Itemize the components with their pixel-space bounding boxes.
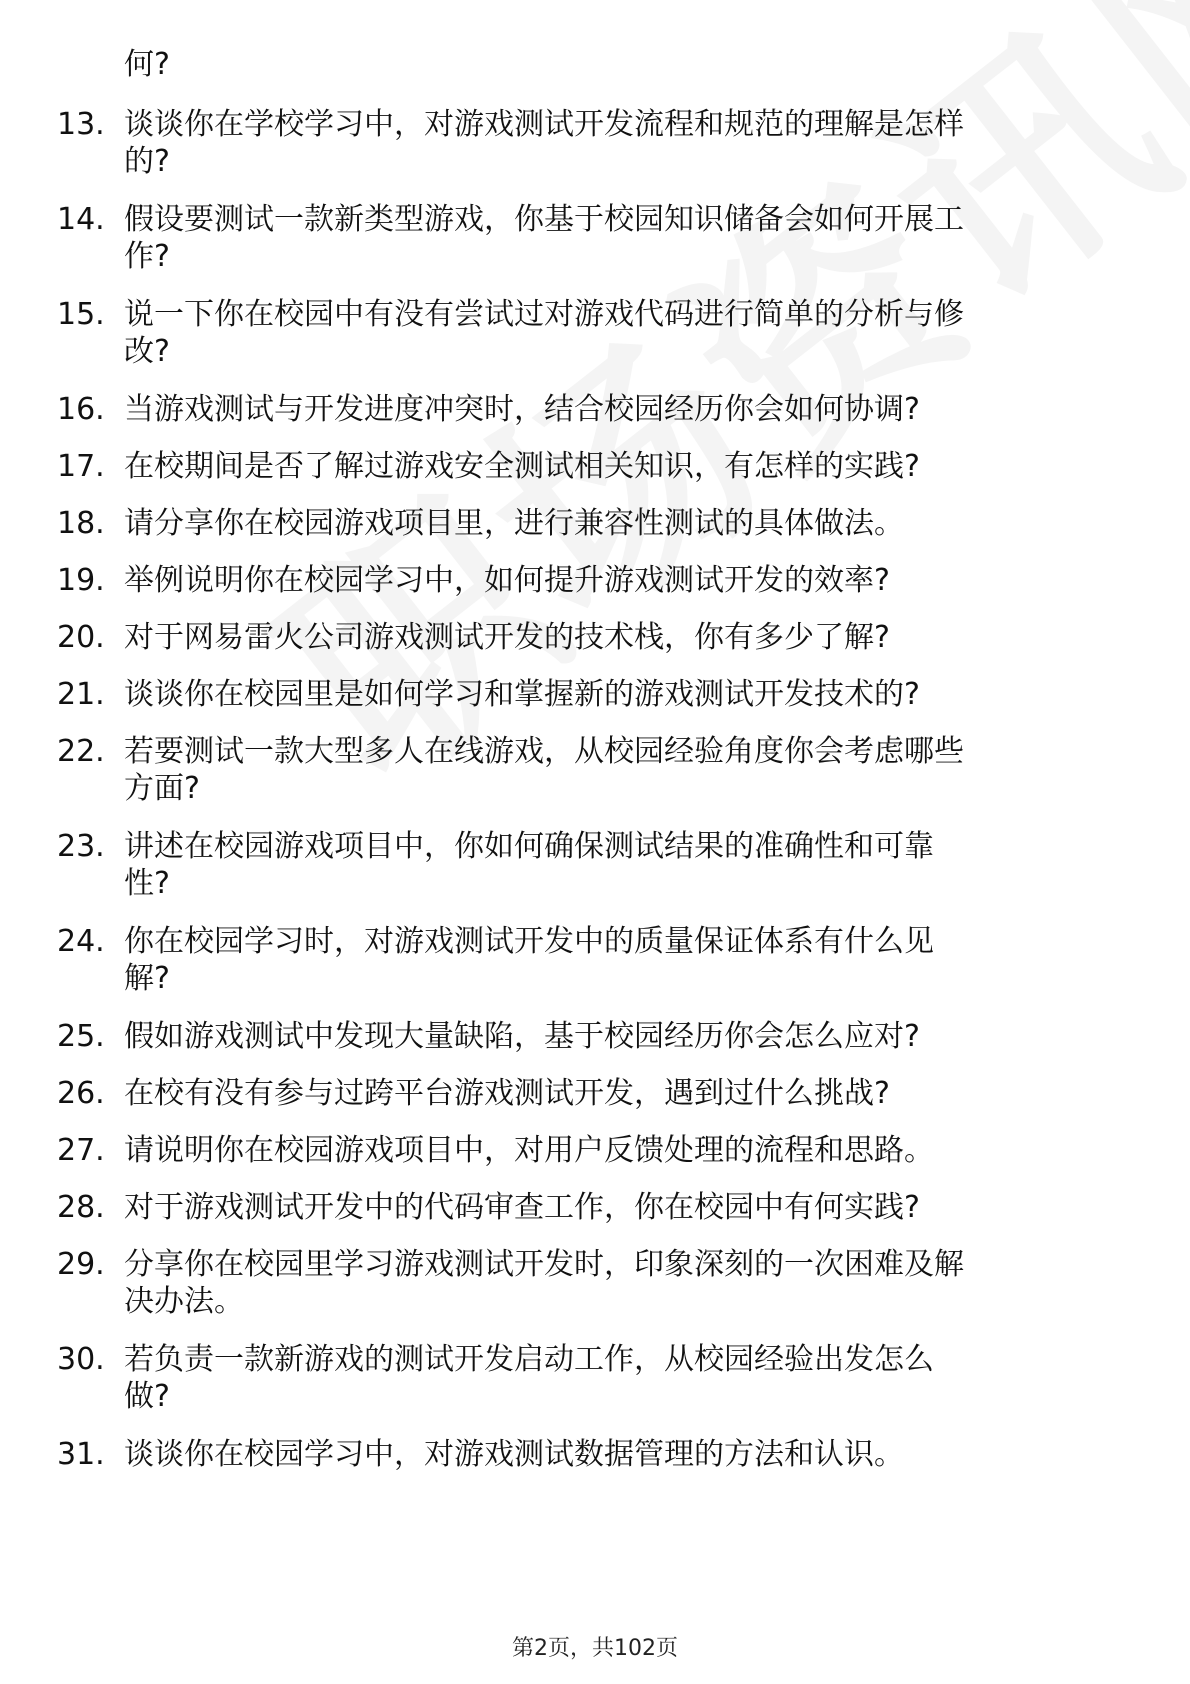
question-text-line: 决办法。: [124, 1284, 244, 1319]
question-text-line: 谈谈你在学校学习中，对游戏测试开发流程和规范的理解是怎样: [124, 107, 964, 142]
question-text-line: 谈谈你在校园学习中，对游戏测试数据管理的方法和认识。: [124, 1437, 904, 1472]
question-number: 25.: [57, 1019, 105, 1054]
question-number: 13.: [57, 107, 105, 142]
question-text-line: 请说明你在校园游戏项目中，对用户反馈处理的流程和思路。: [124, 1133, 934, 1168]
question-number: 21.: [57, 677, 105, 712]
continued-question-line: 何?: [124, 47, 170, 82]
question-number: 31.: [57, 1437, 105, 1472]
question-text-line: 当游戏测试与开发进度冲突时，结合校园经历你会如何协调?: [124, 392, 920, 427]
question-number: 27.: [57, 1133, 105, 1168]
question-text-line: 的?: [124, 144, 170, 179]
question-number: 14.: [57, 202, 105, 237]
question-text-line: 在校有没有参与过跨平台游戏测试开发，遇到过什么挑战?: [124, 1076, 890, 1111]
question-text-line: 做?: [124, 1379, 170, 1414]
question-number: 22.: [57, 734, 105, 769]
question-text-line: 说一下你在校园中有没有尝试过对游戏代码进行简单的分析与修: [124, 297, 964, 332]
question-number: 26.: [57, 1076, 105, 1111]
page-footer: 第2页，共102页: [512, 1636, 678, 1661]
question-text-line: 假如游戏测试中发现大量缺陷，基于校园经历你会怎么应对?: [124, 1019, 920, 1054]
question-text-line: 分享你在校园里学习游戏测试开发时，印象深刻的一次困难及解: [124, 1247, 964, 1282]
question-text-line: 请分享你在校园游戏项目里，进行兼容性测试的具体做法。: [124, 506, 904, 541]
question-number: 29.: [57, 1247, 105, 1282]
question-text-line: 对于游戏测试开发中的代码审查工作，你在校园中有何实践?: [124, 1190, 920, 1225]
question-text-line: 作?: [124, 239, 170, 274]
question-text-line: 改?: [124, 334, 170, 369]
question-text-line: 谈谈你在校园里是如何学习和掌握新的游戏测试开发技术的?: [124, 677, 920, 712]
question-number: 18.: [57, 506, 105, 541]
question-text-line: 假设要测试一款新类型游戏，你基于校园知识储备会如何开展工: [124, 202, 964, 237]
question-number: 16.: [57, 392, 105, 427]
question-number: 28.: [57, 1190, 105, 1225]
question-text-line: 若负责一款新游戏的测试开发启动工作，从校园经验出发怎么: [124, 1342, 934, 1377]
question-number: 30.: [57, 1342, 105, 1377]
question-text-line: 你在校园学习时，对游戏测试开发中的质量保证体系有什么见: [124, 924, 934, 959]
question-number: 20.: [57, 620, 105, 655]
question-number: 15.: [57, 297, 105, 332]
question-number: 23.: [57, 829, 105, 864]
question-text-line: 举例说明你在校园学习中，如何提升游戏测试开发的效率?: [124, 563, 890, 598]
question-number: 24.: [57, 924, 105, 959]
question-text-line: 若要测试一款大型多人在线游戏，从校园经验角度你会考虑哪些: [124, 734, 964, 769]
question-text-line: 在校期间是否了解过游戏安全测试相关知识，有怎样的实践?: [124, 449, 920, 484]
question-text-line: 性?: [124, 866, 170, 901]
question-number: 19.: [57, 563, 105, 598]
question-text-line: 对于网易雷火公司游戏测试开发的技术栈，你有多少了解?: [124, 620, 890, 655]
question-text-line: 方面?: [124, 771, 200, 806]
question-text-line: 讲述在校园游戏项目中，你如何确保测试结果的准确性和可靠: [124, 829, 934, 864]
question-text-line: 解?: [124, 961, 170, 996]
question-number: 17.: [57, 449, 105, 484]
